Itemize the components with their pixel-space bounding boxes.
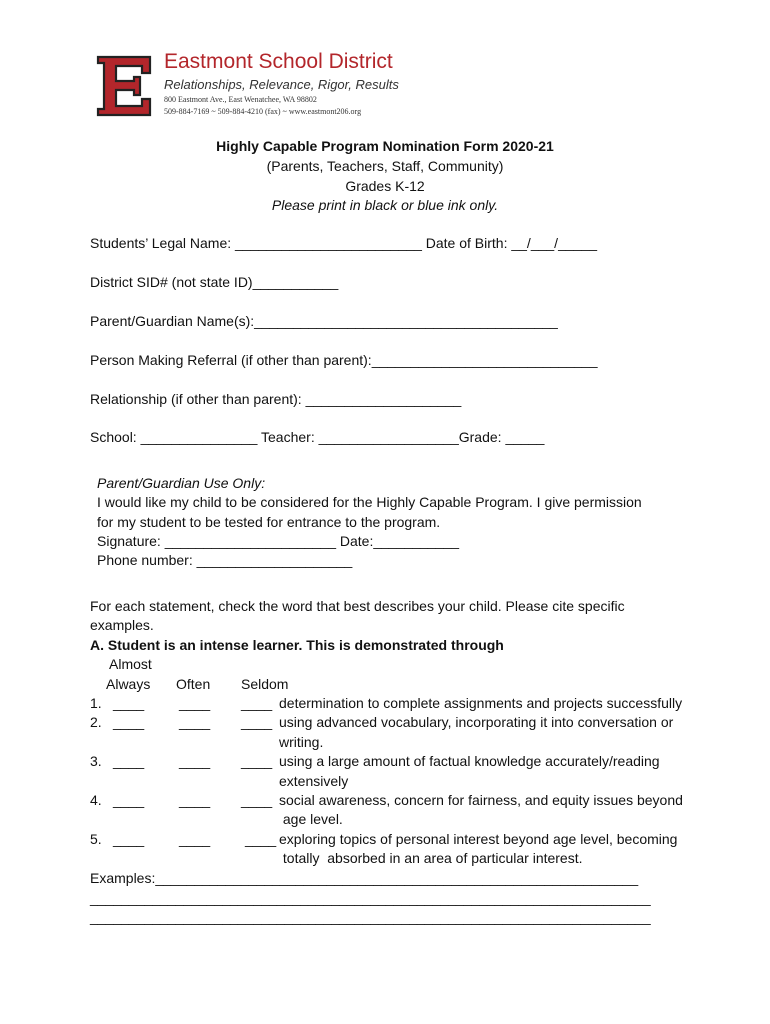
seldom-checkbox[interactable]: ____ [241, 792, 273, 808]
item-statement: social awareness, concern for fairness, and equity issues beyond [279, 792, 683, 808]
guardian-statement-line1: I would like my child to be considered for the Highly Capable Program. I give permission [97, 494, 642, 510]
instructions-line1: For each statement, check the word that best describes your child. Please cite specific [90, 598, 625, 614]
item-statement-continued: totally absorbed in an area of particular interest. [279, 850, 583, 866]
item-statement: using advanced vocabulary, incorporating it into conversation or [279, 714, 674, 730]
item-statement-continued: writing. [279, 734, 324, 750]
always-checkbox[interactable]: ____ [113, 714, 145, 730]
form-title: Highly Capable Program Nomination Form 2020-21 [216, 138, 554, 154]
district-address: 800 Eastmont Ave., East Wenatchee, WA 98802 [164, 95, 317, 104]
item-statement: determination to complete assignments and projects successfully [279, 695, 683, 711]
district-tagline: Relationships, Relevance, Rigor, Results [164, 77, 399, 92]
column-always: Always [106, 676, 151, 692]
often-checkbox[interactable]: ____ [179, 792, 211, 808]
examples-line[interactable]: ________________________________________________________________________ [90, 909, 651, 925]
seldom-checkbox[interactable]: ____ [241, 714, 273, 730]
item-number: 5. [90, 831, 102, 847]
seldom-checkbox[interactable]: ____ [245, 831, 277, 847]
column-almost: Almost [109, 656, 152, 672]
form-audience: (Parents, Teachers, Staff, Community) [266, 158, 504, 174]
item-statement-continued: extensively [279, 773, 349, 789]
often-checkbox[interactable]: ____ [179, 831, 211, 847]
examples-line[interactable]: ________________________________________________________________________ [90, 890, 651, 906]
always-checkbox[interactable]: ____ [113, 831, 145, 847]
logo-e-icon [96, 55, 152, 117]
referral-field[interactable]: Person Making Referral (if other than parent):_____________________________ [90, 352, 598, 368]
column-seldom: Seldom [241, 676, 289, 692]
seldom-checkbox[interactable]: ____ [241, 695, 273, 711]
item-statement: using a large amount of factual knowledge accurately/reading [279, 753, 660, 769]
guardian-statement-line2: for my student to be tested for entrance to the program. [97, 514, 441, 530]
item-number: 4. [90, 792, 102, 808]
phone-number-field[interactable]: Phone number: ____________________ [97, 552, 353, 568]
often-checkbox[interactable]: ____ [179, 714, 211, 730]
instructions-line2: examples. [90, 617, 154, 633]
guardian-name-field[interactable]: Parent/Guardian Name(s):_______________________________________ [90, 313, 558, 329]
signature-date-field[interactable]: Signature: ______________________ Date:___________ [97, 533, 460, 549]
always-checkbox[interactable]: ____ [113, 792, 145, 808]
district-logo [96, 55, 152, 117]
column-often: Often [176, 676, 211, 692]
seldom-checkbox[interactable]: ____ [241, 753, 273, 769]
often-checkbox[interactable]: ____ [179, 695, 211, 711]
form-instruction: Please print in black or blue ink only. [271, 197, 499, 213]
form-grades: Grades K-12 [345, 178, 425, 194]
district-contact: 509-884-7169 ~ 509-884-4210 (fax) ~ www.eastmont206.org [164, 107, 362, 116]
school-teacher-grade-field[interactable]: School: _______________ Teacher: __________________Grade: _____ [90, 429, 545, 445]
always-checkbox[interactable]: ____ [113, 695, 145, 711]
always-checkbox[interactable]: ____ [113, 753, 145, 769]
district-name: Eastmont School District [164, 50, 393, 73]
item-statement-continued: age level. [279, 811, 343, 827]
guardian-use-heading: Parent/Guardian Use Only: [97, 475, 266, 491]
examples-field[interactable]: Examples:______________________________________________________________ [90, 870, 639, 886]
legal-name-field[interactable]: Students’ Legal Name: ________________________ Date of Birth: __/___/_____ [90, 235, 598, 251]
sid-field[interactable]: District SID# (not state ID)___________ [90, 274, 339, 290]
relationship-field[interactable]: Relationship (if other than parent): ____________________ [90, 391, 462, 407]
item-statement: exploring topics of personal interest beyond age level, becoming [279, 831, 678, 847]
section-a-heading: A. Student is an intense learner. This is demonstrated through [90, 637, 504, 653]
item-number: 2. [90, 714, 102, 730]
item-number: 1. [90, 695, 102, 711]
item-number: 3. [90, 753, 102, 769]
often-checkbox[interactable]: ____ [179, 753, 211, 769]
